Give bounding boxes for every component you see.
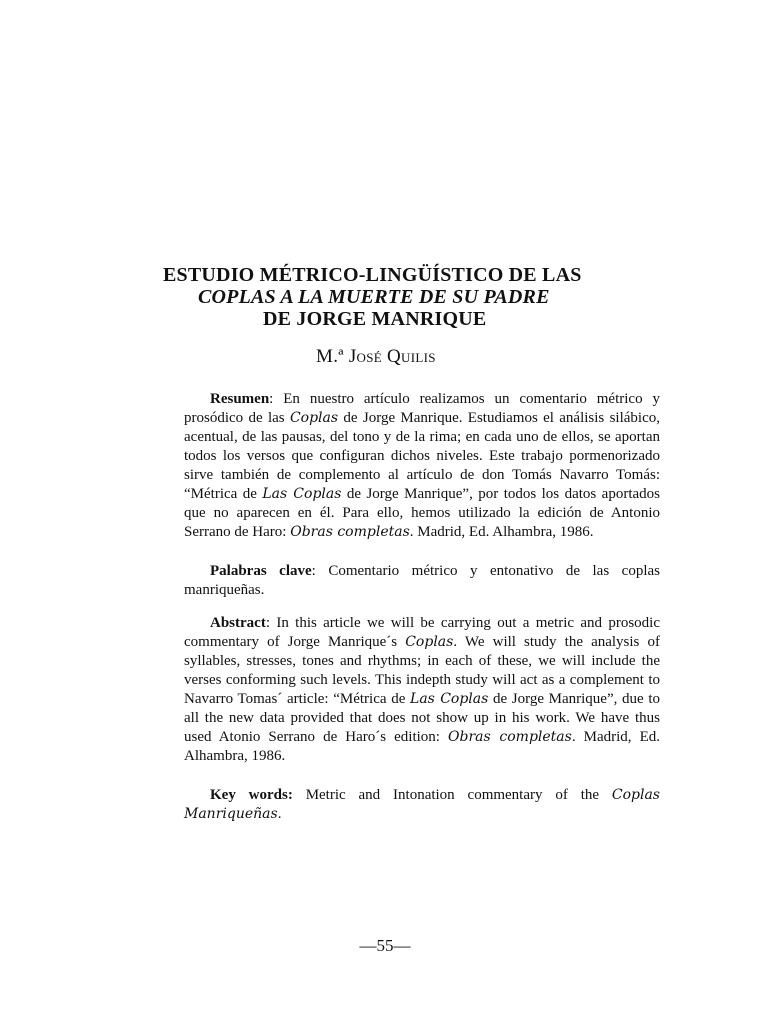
resumen-label: Resumen [210,391,270,407]
abstract-italic-2: Las Coplas [410,691,489,707]
article-title-line-3: DE JORGE MANRIQUE [263,308,487,330]
abstract-paragraph [184,614,660,766]
resumen-text-4: . Madrid, Ed. Alhambra, 1986. [409,524,594,540]
resumen-italic-2: Las Coplas [262,486,342,502]
resumen-text-1: : En nuestro artículo realizamos un comentario métrico y prosódico de las [184,391,660,426]
resumen-text-2: de Jorge Manrique. Estudiamos el análisis silábico, acentual, de las pausas, del tono y de la rima; en cada uno de ellos, se aportan todos los versos que configuran dichos niveles. Este trabajo pormenorizado sirve también de complemento al artículo de don Tomás Navarro Tomás: “Métrica de [184,410,660,502]
article-title-line-2: COPLAS A LA MUERTE DE SU PADRE [198,286,550,308]
abstract-text-2: . We will study the analysis of syllables, stresses, tones and rhythms; in each of these, we will include the verses conforming such levels. This indepth study will act as a complement to Navarro Tomas´ article: “Métrica de [184,634,660,707]
resumen-italic-1: Coplas [289,410,339,426]
resumen-paragraph [184,390,660,542]
key-words-label: Key words: [210,787,293,803]
key-words-paragraph [184,786,660,824]
palabras-clave-paragraph [184,562,660,600]
abstract-text-4: . Madrid, Ed. Alhambra, 1986. [184,729,660,764]
author-name: M.ª José Quilis [316,346,436,367]
palabras-clave-label: Palabras clave [210,563,312,579]
abstract-text-1: : In this article we will be carrying out a metric and prosodic commentary of Jorge Manrique´s [184,615,660,650]
abstract-text-3: de Jorge Manrique”, due to all the new data provided that does not show up in his work. We have thus used Atonio Serrano de Haro´s edition: [184,691,661,745]
article-title-line-1: ESTUDIO MÉTRICO-LINGÜÍSTICO DE LAS [163,264,582,286]
resumen-text-3: de Jorge Manrique”, por todos los datos aportados que no aparecen en él. Para ello, hemos utilizado la edición de Antonio Serrano de Haro: [184,486,660,540]
key-words-text-2: . [277,806,282,822]
resumen-italic-3: Obras completas [290,524,410,540]
page-number: —55— [359,936,411,955]
palabras-clave-text: : Comentario métrico y entonativo de las coplas manriqueñas. [184,563,660,598]
abstract-label: Abstract [210,615,266,631]
abstract-italic-1: Coplas [405,634,454,650]
key-words-text-1: Metric and Intonation commentary of the [292,787,612,803]
key-words-italic: Coplas Manriqueñas [184,787,660,822]
abstract-italic-3: Obras completas [448,729,572,745]
